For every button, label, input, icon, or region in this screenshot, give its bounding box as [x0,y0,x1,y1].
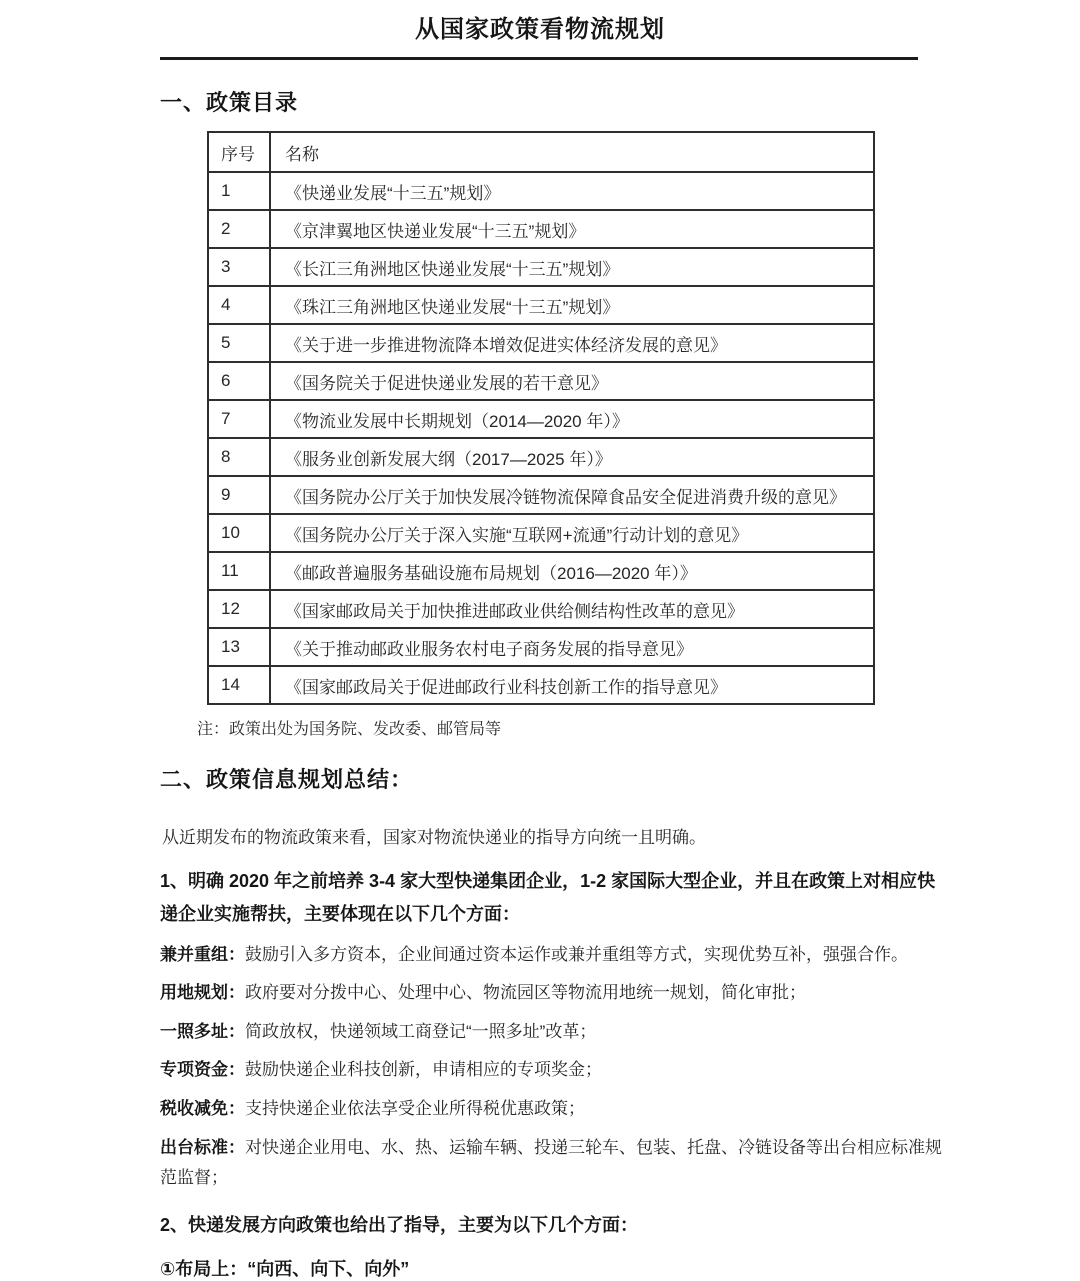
summary-intro-paragraph: 从近期发布的物流政策来看，国家对物流快递业的指导方向统一且明确。 [162,828,706,847]
table-header-row [208,132,874,172]
item-text: 支持快递企业依法享受企业所得税优惠政策； [245,1098,585,1118]
item-text: 对快递企业用电、水、热、运输车辆、投递三轮车、包装、托盘、冷链设备等出台相应标准规范监督； [160,1137,942,1188]
item-label: 专项资金： [160,1060,245,1080]
policy-name: 《国家邮政局关于促进邮政行业科技创新工作的指导意见》 [270,666,874,704]
title-divider [160,57,918,60]
table-row [208,590,874,628]
row-number: 3 [208,248,270,286]
table-row [208,628,874,666]
item-label: 税收减免： [160,1098,245,1118]
row-number: 4 [208,286,270,324]
row-number: 9 [208,476,270,514]
table-row [208,210,874,248]
item-label: 兼并重组： [160,944,245,964]
policy-name: 《珠江三角洲地区快递业发展“十三五”规划》 [270,286,874,324]
item-text: 政府要对分拨中心、处理中心、物流园区等物流用地统一规划，简化审批； [245,983,806,1003]
summary-subpoint-layout: ①布局上：“向西、向下、向外” [160,1259,410,1280]
row-number: 12 [208,590,270,628]
row-number: 2 [208,210,270,248]
policy-name: 《京津翼地区快递业发展“十三五”规划》 [270,210,874,248]
row-number: 13 [208,628,270,666]
column-header-name: 名称 [270,132,874,172]
table-source-note: 注：政策出处为国务院、发改委、邮管局等 [197,721,502,738]
row-number: 14 [208,666,270,704]
page-title: 从国家政策看物流规划 [415,16,665,43]
policy-name: 《国务院关于促进快递业发展的若干意见》 [270,362,874,400]
policy-table [207,131,875,705]
row-number: 10 [208,514,270,552]
row-number: 5 [208,324,270,362]
row-number: 6 [208,362,270,400]
row-number: 7 [208,400,270,438]
summary-point-2: 2、快递发展方向政策也给出了指导，主要为以下几个方面： [160,1214,639,1235]
policy-name: 《关于进一步推进物流降本增效促进实体经济发展的意见》 [270,324,874,362]
table-row [208,666,874,704]
policy-support-item [160,1017,950,1048]
column-header-number: 序号 [208,132,270,172]
table-row [208,362,874,400]
item-text: 鼓励引入多方资本，企业间通过资本运作或兼并重组等方式，实现优势互补，强强合作。 [245,944,908,964]
section2-heading: 二、政策信息规划总结： [160,767,414,792]
table-row [208,552,874,590]
section1-heading: 一、政策目录 [160,90,299,115]
policy-name: 《邮政普遍服务基础设施布局规划（2016—2020 年）》 [270,552,874,590]
policy-name: 《国家邮政局关于加快推进邮政业供给侧结构性改革的意见》 [270,590,874,628]
policy-name: 《关于推动邮政业服务农村电子商务发展的指导意见》 [270,628,874,666]
policy-name: 《国务院办公厅关于加快发展冷链物流保障食品安全促进消费升级的意见》 [270,476,874,514]
policy-name: 《国务院办公厅关于深入实施“互联网+流通”行动计划的意见》 [270,514,874,552]
table-row [208,324,874,362]
row-number: 8 [208,438,270,476]
policy-name: 《物流业发展中长期规划（2014—2020 年）》 [270,400,874,438]
policy-name: 《服务业创新发展大纲（2017—2025 年）》 [270,438,874,476]
item-text: 简政放权，快递领域工商登记“一照多址”改革； [245,1021,597,1041]
policy-support-item [160,1055,950,1086]
item-text: 鼓励快递企业科技创新，申请相应的专项奖金； [245,1060,602,1080]
row-number: 11 [208,552,270,590]
row-number: 1 [208,172,270,210]
table-row [208,476,874,514]
policy-name: 《快递业发展“十三五”规划》 [270,172,874,210]
policy-support-item [160,940,950,971]
table-row [208,438,874,476]
policy-support-item [160,1094,950,1125]
policy-support-item [160,1133,950,1194]
table-row [208,286,874,324]
summary-point-1: 1、明确 2020 年之前培养 3-4 家大型快递集团企业，1-2 家国际大型企业，并且在政策上对相应快递企业实施帮扶，主要体现在以下几个方面： [160,871,936,925]
policy-name: 《长江三角洲地区快递业发展“十三五”规划》 [270,248,874,286]
item-label: 出台标准： [160,1137,245,1157]
item-label: 用地规划： [160,983,245,1003]
item-label: 一照多址： [160,1021,245,1041]
table-row [208,514,874,552]
table-row [208,172,874,210]
policy-support-item [160,978,950,1009]
table-row [208,400,874,438]
table-row [208,248,874,286]
